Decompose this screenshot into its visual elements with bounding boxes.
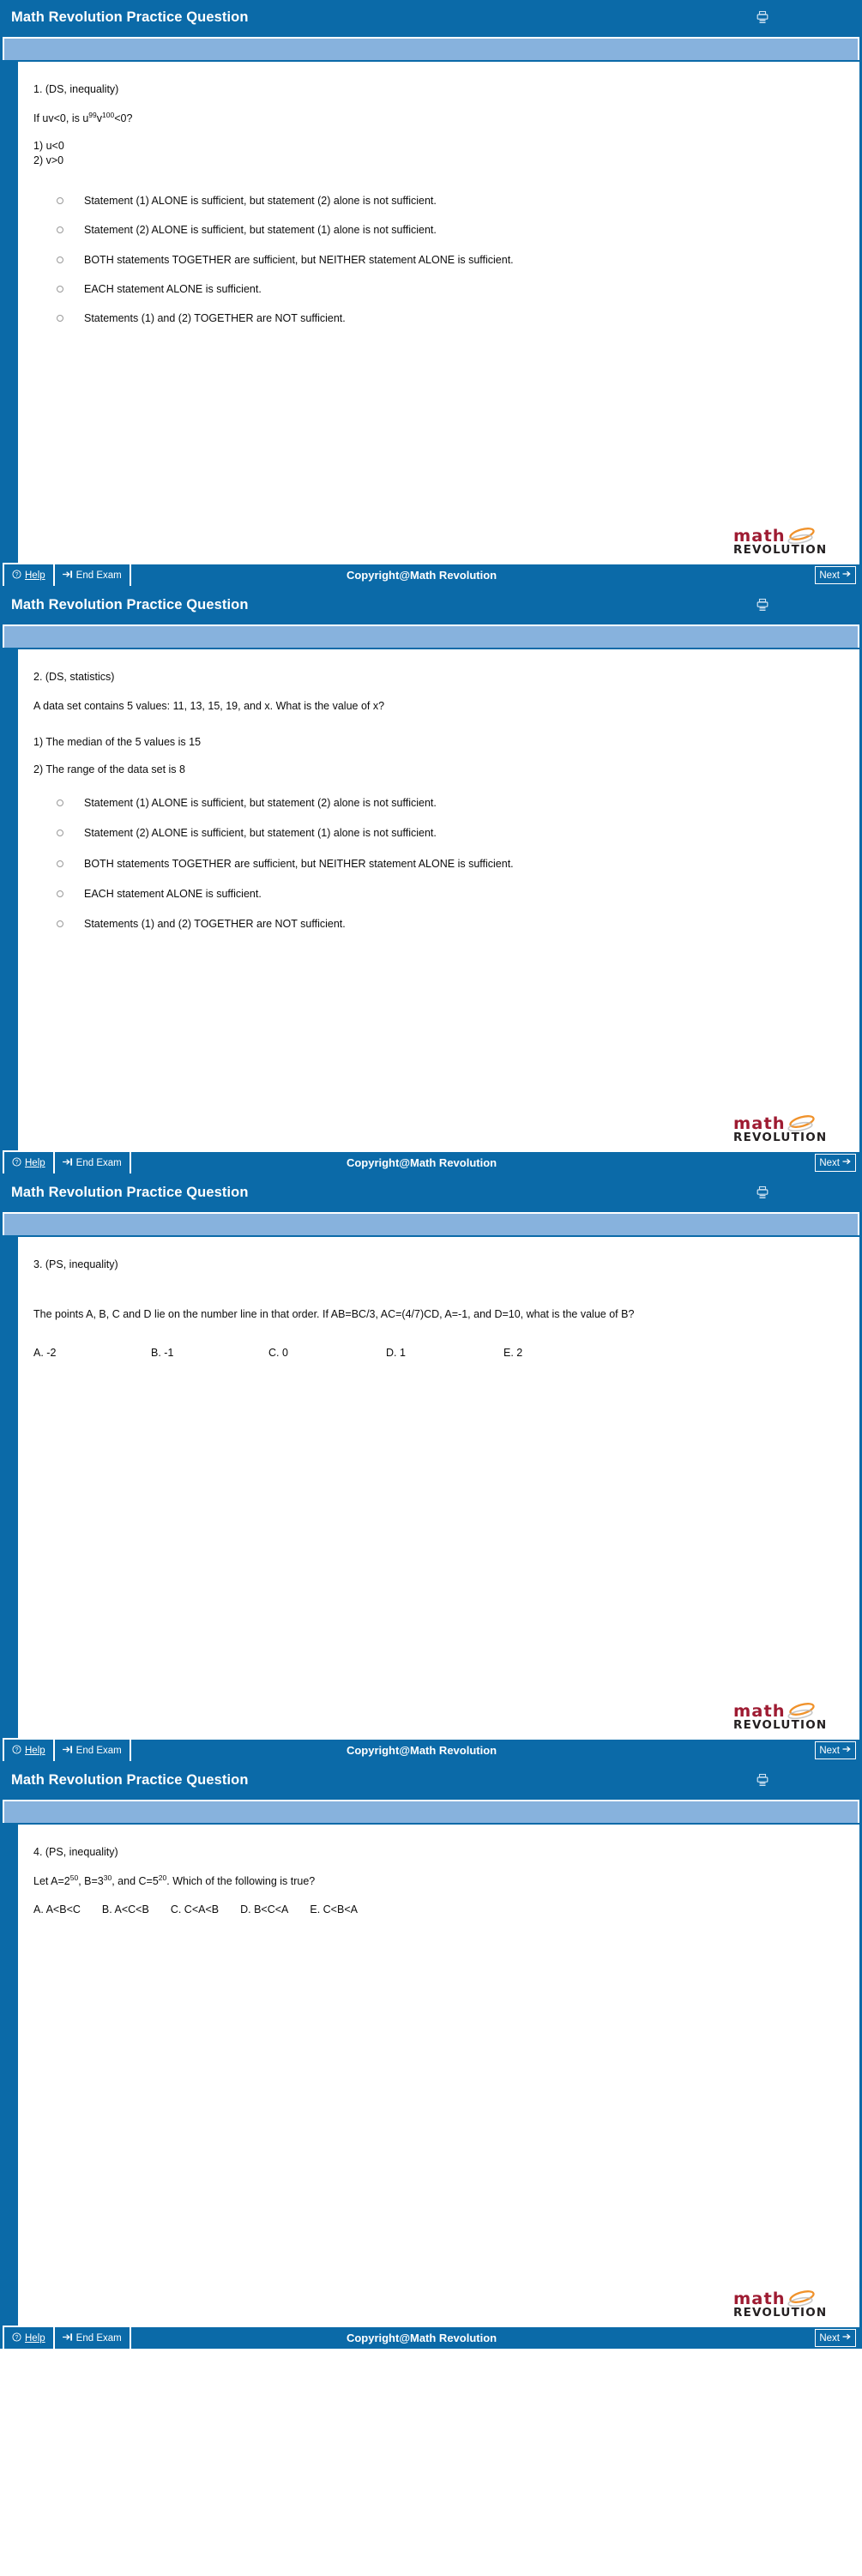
stem-part-1: Let A=2 (33, 1874, 70, 1887)
help-button[interactable] (3, 564, 55, 586)
stem-exponent-1: 50 (69, 1873, 79, 1882)
app-title: Math Revolution Practice Question (11, 9, 249, 25)
practice-question-screen-3 (0, 1175, 862, 1763)
help-label: Help (25, 1745, 45, 1756)
option-c[interactable]: C. 0 (268, 1347, 288, 1359)
option-e[interactable]: E. 2 (503, 1347, 523, 1359)
help-label: Help (25, 570, 45, 581)
statement-2: 2) The range of the data set is 8 (33, 763, 185, 776)
answer-choice-label: Statement (1) ALONE is sufficient, but statement (2) alone is not sufficient. (84, 797, 437, 809)
toolbar-strip-container (0, 1798, 862, 1823)
svg-text:?: ? (15, 2334, 19, 2341)
next-label: Next (819, 1157, 840, 1168)
question-circle-icon (12, 1157, 21, 1169)
logo-swoosh-icon (784, 1115, 820, 1131)
question-circle-icon (12, 570, 21, 582)
answer-choice-b[interactable] (33, 826, 844, 840)
logo-swoosh-icon (784, 1703, 820, 1719)
printer-icon[interactable] (755, 1185, 770, 1201)
end-exam-button[interactable] (55, 1740, 131, 1761)
option-d[interactable]: D. B<C<A (240, 1903, 289, 1916)
option-b[interactable]: B. A<C<B (101, 1903, 149, 1916)
answer-choice-e[interactable] (33, 917, 844, 931)
logo-revolution-text: REVOLUTION (733, 1130, 828, 1144)
statements-block (33, 735, 844, 777)
question-stem (33, 1873, 771, 1890)
copyright-text: Copyright@Math Revolution (346, 569, 497, 582)
end-exam-label: End Exam (75, 1157, 122, 1168)
app-header (0, 1175, 862, 1210)
logo-math-text: math (733, 2290, 786, 2308)
option-d[interactable]: D. 1 (386, 1347, 406, 1359)
end-exam-button[interactable] (55, 564, 131, 586)
option-e[interactable]: E. C<B<A (310, 1903, 358, 1916)
footer-container (0, 1738, 862, 1763)
content-container (0, 648, 862, 1150)
arrow-right-icon (842, 1157, 852, 1168)
radio-button-icon[interactable] (57, 256, 63, 263)
math-revolution-logo (733, 1703, 838, 1731)
practice-question-screen-2 (0, 588, 862, 1175)
stem-part-2: , B=3 (78, 1874, 104, 1887)
answer-choices (33, 796, 844, 931)
arrow-right-icon (842, 570, 852, 581)
math-revolution-logo (733, 528, 838, 556)
question-panel (3, 1825, 859, 2326)
app-title: Math Revolution Practice Question (11, 1772, 249, 1788)
toolbar-strip-container (0, 623, 862, 648)
next-label: Next (819, 2332, 840, 2344)
answer-choice-label: EACH statement ALONE is sufficient. (84, 282, 262, 295)
help-button[interactable] (3, 2327, 55, 2349)
question-panel (3, 1237, 859, 1738)
stem-post: <0? (114, 112, 133, 124)
radio-button-icon[interactable] (57, 226, 63, 233)
end-exam-label: End Exam (75, 1745, 122, 1756)
logo-swoosh-icon (784, 2290, 820, 2307)
statements-block (33, 139, 844, 168)
answer-choices (33, 194, 844, 325)
exit-arrow-icon (63, 1157, 73, 1169)
answer-choice-c[interactable] (33, 253, 844, 267)
footer-container (0, 563, 862, 588)
stem-exponent-2: 100 (102, 110, 115, 119)
toolbar-strip (3, 1212, 859, 1235)
logo-math-text: math (733, 1115, 786, 1133)
question-label: 1. (DS, inequality) (33, 83, 119, 95)
stem-exponent-3: 20 (158, 1873, 167, 1882)
radio-button-icon[interactable] (57, 860, 63, 867)
practice-question-screen-4 (0, 1763, 862, 2349)
logo-swoosh-icon (784, 528, 820, 544)
question-circle-icon (12, 2332, 21, 2344)
footer-toolbar (3, 1152, 859, 1173)
logo-math-text: math (733, 528, 786, 546)
question-panel (3, 62, 859, 563)
answer-choice-c[interactable] (33, 857, 844, 871)
stem-exponent-1: 99 (88, 110, 97, 119)
answer-choice-e[interactable] (33, 311, 844, 325)
answer-options-row (33, 1903, 844, 1915)
copyright-text: Copyright@Math Revolution (346, 1156, 497, 1169)
next-button[interactable] (815, 2329, 856, 2347)
exit-arrow-icon (63, 2332, 73, 2344)
option-a[interactable]: A. -2 (33, 1347, 57, 1359)
stem-part-3: , and C=5 (112, 1874, 159, 1887)
copyright-text: Copyright@Math Revolution (346, 2332, 497, 2344)
toolbar-strip-container (0, 35, 862, 60)
answer-choice-a[interactable] (33, 194, 844, 208)
toolbar-strip (3, 1800, 859, 1823)
statement-1: 1) The median of the 5 values is 15 (33, 736, 202, 749)
app-header (0, 1763, 862, 1798)
answer-choice-label: BOTH statements TOGETHER are sufficient, but NEITHER statement ALONE is sufficient. (84, 857, 514, 870)
toolbar-strip (3, 37, 859, 60)
next-button[interactable] (815, 566, 856, 584)
question-stem (33, 111, 771, 127)
end-exam-label: End Exam (75, 2332, 122, 2344)
question-label: 3. (PS, inequality) (33, 1258, 118, 1270)
help-button[interactable] (3, 1152, 55, 1173)
statement-1: 1) u<0 (33, 140, 64, 153)
app-title: Math Revolution Practice Question (11, 1185, 249, 1200)
toolbar-strip (3, 624, 859, 648)
help-label: Help (25, 1157, 45, 1168)
radio-button-icon[interactable] (57, 197, 63, 204)
end-exam-button[interactable] (55, 1152, 131, 1173)
math-revolution-logo (733, 1115, 838, 1143)
answer-choice-a[interactable] (33, 796, 844, 810)
footer-toolbar (3, 1740, 859, 1761)
answer-choice-d[interactable] (33, 887, 844, 901)
help-label: Help (25, 2332, 45, 2344)
content-container (0, 1235, 862, 1738)
logo-revolution-text: REVOLUTION (733, 2305, 828, 2320)
answer-choice-label: Statement (1) ALONE is sufficient, but statement (2) alone is not sufficient. (84, 195, 437, 207)
footer-container (0, 1150, 862, 1175)
option-b[interactable]: B. -1 (151, 1347, 174, 1359)
printer-icon[interactable] (755, 1773, 770, 1789)
stem-exponent-2: 30 (103, 1873, 112, 1882)
radio-button-icon[interactable] (57, 286, 63, 293)
toolbar-strip-container (0, 1210, 862, 1235)
statement-2: 2) v>0 (33, 154, 64, 167)
logo-revolution-text: REVOLUTION (733, 1717, 828, 1732)
radio-button-icon[interactable] (57, 920, 63, 927)
svg-text:?: ? (15, 1746, 19, 1753)
footer-container (0, 2326, 862, 2349)
radio-button-icon[interactable] (57, 890, 63, 897)
next-label: Next (819, 1745, 840, 1756)
question-label: 4. (PS, inequality) (33, 1846, 118, 1858)
question-circle-icon (12, 1745, 21, 1757)
logo-revolution-text: REVOLUTION (733, 542, 828, 557)
question-stem: The points A, B, C and D lie on the number line in that order. If AB=BC/3, AC=(4/7)CD, A=-1, and D=10, what is the value of B? (33, 1307, 635, 1320)
answer-choice-label: Statement (2) ALONE is sufficient, but statement (1) alone is not sufficient. (84, 827, 437, 840)
end-exam-button[interactable] (55, 2327, 131, 2349)
app-header (0, 0, 862, 35)
svg-text:?: ? (15, 571, 19, 578)
practice-question-screen-1 (0, 0, 862, 588)
question-panel (3, 649, 859, 1150)
answer-choice-d[interactable] (33, 282, 844, 296)
answer-choice-label: Statements (1) and (2) TOGETHER are NOT sufficient. (84, 312, 346, 324)
exit-arrow-icon (63, 1745, 73, 1757)
option-c[interactable]: C. C<A<B (170, 1903, 220, 1916)
copyright-text: Copyright@Math Revolution (346, 1744, 497, 1757)
content-container (0, 1823, 862, 2326)
footer-toolbar (3, 564, 859, 586)
printer-icon[interactable] (755, 598, 770, 613)
exit-arrow-icon (63, 570, 73, 582)
question-label: 2. (DS, statistics) (33, 671, 115, 683)
answer-choice-label: EACH statement ALONE is sufficient. (84, 887, 262, 900)
printer-icon[interactable] (755, 10, 770, 26)
answer-choice-label: Statements (1) and (2) TOGETHER are NOT sufficient. (84, 918, 346, 930)
math-revolution-logo (733, 2290, 838, 2319)
option-a[interactable]: A. A<B<C (33, 1903, 81, 1916)
stem-mid: v (96, 112, 102, 124)
logo-math-text: math (733, 1703, 786, 1721)
answer-choice-b[interactable] (33, 223, 844, 237)
radio-button-icon[interactable] (57, 799, 63, 806)
radio-button-icon[interactable] (57, 315, 63, 322)
content-container (0, 60, 862, 563)
stem-part-4: . Which of the following is true? (166, 1874, 316, 1887)
arrow-right-icon (842, 2332, 852, 2344)
app-title: Math Revolution Practice Question (11, 597, 249, 612)
answer-choice-label: BOTH statements TOGETHER are sufficient, but NEITHER statement ALONE is sufficient. (84, 253, 514, 266)
next-button[interactable] (815, 1154, 856, 1172)
app-header (0, 588, 862, 623)
radio-button-icon[interactable] (57, 830, 63, 836)
arrow-right-icon (842, 1745, 852, 1756)
help-button[interactable] (3, 1740, 55, 1761)
footer-toolbar (3, 2327, 859, 2349)
end-exam-label: End Exam (75, 570, 122, 581)
answer-options-row (33, 1347, 844, 1359)
answer-choice-label: Statement (2) ALONE is sufficient, but statement (1) alone is not sufficient. (84, 224, 437, 237)
question-stem: A data set contains 5 values: 11, 13, 15, 19, and x. What is the value of x? (33, 699, 385, 712)
stem-pre: If uv<0, is u (33, 112, 89, 124)
svg-text:?: ? (15, 1159, 19, 1166)
next-button[interactable] (815, 1741, 856, 1759)
next-label: Next (819, 570, 840, 581)
